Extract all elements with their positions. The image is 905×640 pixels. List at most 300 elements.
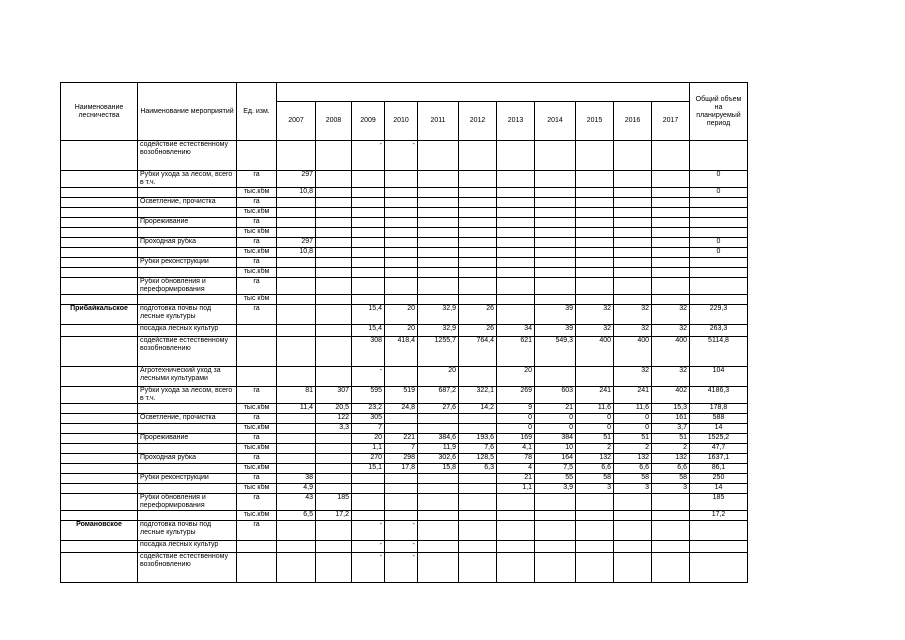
- forestry-cell: [61, 434, 138, 444]
- value-cell: [352, 258, 385, 268]
- year-cell: 2010: [385, 102, 418, 141]
- value-cell: [385, 218, 418, 228]
- forestry-cell: [61, 414, 138, 424]
- table-row: [61, 511, 748, 521]
- value-cell: 322,1: [459, 387, 497, 404]
- activity-cell: Проходная рубка: [138, 454, 237, 464]
- value-cell: [418, 171, 459, 188]
- value-cell: [576, 141, 614, 171]
- value-cell: [418, 553, 459, 583]
- value-cell: [459, 268, 497, 278]
- value-cell: -: [352, 521, 385, 541]
- value-cell: 169: [497, 434, 535, 444]
- value-cell: [385, 278, 418, 295]
- table-row: [61, 268, 748, 278]
- table-row: [61, 258, 748, 268]
- value-cell: -: [385, 141, 418, 171]
- value-cell: [277, 337, 316, 367]
- value-cell: [497, 258, 535, 268]
- total-cell: 17,2: [690, 511, 748, 521]
- value-cell: [277, 414, 316, 424]
- value-cell: 17,8: [385, 464, 418, 474]
- value-cell: [535, 258, 576, 268]
- value-cell: [652, 553, 690, 583]
- value-cell: [459, 494, 497, 511]
- value-cell: 14,2: [459, 404, 497, 414]
- value-cell: 132: [652, 454, 690, 464]
- unit-cell: тыс кбм: [237, 228, 277, 238]
- unit-cell: га: [237, 171, 277, 188]
- unit-cell: [237, 337, 277, 367]
- value-cell: [459, 238, 497, 248]
- value-cell: [316, 188, 352, 198]
- unit-cell: га: [237, 454, 277, 464]
- forestry-cell: [61, 188, 138, 198]
- header-years-span: [277, 83, 690, 102]
- value-cell: 764,4: [459, 337, 497, 367]
- value-cell: 32: [652, 305, 690, 325]
- value-cell: [316, 305, 352, 325]
- header-activity: Наименование мероприятий: [138, 83, 237, 141]
- value-cell: [277, 464, 316, 474]
- value-cell: 20: [352, 434, 385, 444]
- value-cell: 11,9: [418, 444, 459, 454]
- forestry-cell: [61, 474, 138, 484]
- table-row: [61, 171, 748, 188]
- value-cell: [652, 248, 690, 258]
- value-cell: 38: [277, 474, 316, 484]
- value-cell: [614, 208, 652, 218]
- activity-cell: [138, 268, 237, 278]
- table-row: [61, 325, 748, 337]
- value-cell: 32: [652, 367, 690, 387]
- value-cell: [459, 367, 497, 387]
- value-cell: [277, 521, 316, 541]
- value-cell: [576, 541, 614, 553]
- value-cell: [316, 228, 352, 238]
- value-cell: 3: [614, 484, 652, 494]
- header-row: [61, 83, 748, 102]
- table-row: [61, 484, 748, 494]
- value-cell: [497, 208, 535, 218]
- value-cell: [316, 258, 352, 268]
- header-forestry: Наименование лесничества: [61, 83, 138, 141]
- value-cell: 307: [316, 387, 352, 404]
- unit-cell: га: [237, 521, 277, 541]
- value-cell: [576, 258, 614, 268]
- value-cell: [385, 258, 418, 268]
- value-cell: 32: [614, 325, 652, 337]
- total-cell: [690, 541, 748, 553]
- total-cell: 1637,1: [690, 454, 748, 464]
- value-cell: 55: [535, 474, 576, 484]
- value-cell: [652, 278, 690, 295]
- value-cell: [652, 521, 690, 541]
- value-cell: [497, 248, 535, 258]
- value-cell: [535, 521, 576, 541]
- value-cell: [352, 494, 385, 511]
- value-cell: [316, 454, 352, 464]
- value-cell: -: [385, 553, 418, 583]
- table-row: [61, 208, 748, 218]
- table-row: [61, 404, 748, 414]
- value-cell: [459, 541, 497, 553]
- table-row: [61, 367, 748, 387]
- value-cell: [277, 141, 316, 171]
- value-cell: [316, 171, 352, 188]
- value-cell: 32,9: [418, 325, 459, 337]
- value-cell: [352, 295, 385, 305]
- forestry-cell: [61, 141, 138, 171]
- table-row: [61, 494, 748, 511]
- total-cell: 263,3: [690, 325, 748, 337]
- value-cell: [277, 268, 316, 278]
- value-cell: 221: [385, 434, 418, 444]
- value-cell: [652, 228, 690, 238]
- forestry-cell: [61, 295, 138, 305]
- total-cell: [690, 268, 748, 278]
- value-cell: 20: [497, 367, 535, 387]
- value-cell: 51: [614, 434, 652, 444]
- forestry-cell: [61, 454, 138, 464]
- value-cell: [385, 171, 418, 188]
- value-cell: [418, 188, 459, 198]
- total-cell: 185: [690, 494, 748, 511]
- activity-cell: [138, 188, 237, 198]
- value-cell: [352, 474, 385, 484]
- value-cell: 2: [614, 444, 652, 454]
- value-cell: 26: [459, 325, 497, 337]
- value-cell: 549,3: [535, 337, 576, 367]
- value-cell: [352, 218, 385, 228]
- value-cell: 400: [652, 337, 690, 367]
- value-cell: [614, 553, 652, 583]
- value-cell: 384: [535, 434, 576, 444]
- value-cell: [352, 268, 385, 278]
- total-cell: [690, 521, 748, 541]
- value-cell: [418, 521, 459, 541]
- activity-cell: Агротехнический уход за лесными культурами: [138, 367, 237, 387]
- value-cell: 603: [535, 387, 576, 404]
- activity-cell: [138, 295, 237, 305]
- value-cell: [652, 198, 690, 208]
- forestry-cell: [61, 248, 138, 258]
- value-cell: 51: [652, 434, 690, 444]
- value-cell: [418, 238, 459, 248]
- value-cell: [576, 494, 614, 511]
- value-cell: [576, 553, 614, 583]
- value-cell: 297: [277, 171, 316, 188]
- value-cell: [385, 424, 418, 434]
- total-cell: 47,7: [690, 444, 748, 454]
- forestry-cell: [61, 228, 138, 238]
- value-cell: 15,8: [418, 464, 459, 474]
- unit-cell: тыс.кбм: [237, 511, 277, 521]
- value-cell: 11,4: [277, 404, 316, 414]
- value-cell: 58: [576, 474, 614, 484]
- value-cell: 298: [385, 454, 418, 464]
- activity-cell: [138, 444, 237, 454]
- value-cell: [497, 541, 535, 553]
- unit-cell: тыс кбм: [237, 295, 277, 305]
- value-cell: [418, 141, 459, 171]
- value-cell: [277, 434, 316, 444]
- value-cell: [316, 337, 352, 367]
- value-cell: [576, 295, 614, 305]
- value-cell: [576, 278, 614, 295]
- activity-cell: посадка лесных культур: [138, 325, 237, 337]
- value-cell: [418, 484, 459, 494]
- total-cell: [690, 258, 748, 268]
- value-cell: [614, 218, 652, 228]
- activity-cell: Рубки обновления и переформирования: [138, 278, 237, 295]
- forestry-cell: [61, 444, 138, 454]
- activity-cell: [138, 464, 237, 474]
- value-cell: 400: [576, 337, 614, 367]
- forestry-cell: [61, 198, 138, 208]
- activity-cell: [138, 424, 237, 434]
- value-cell: [316, 198, 352, 208]
- value-cell: [652, 541, 690, 553]
- value-cell: 26: [459, 305, 497, 325]
- value-cell: [352, 278, 385, 295]
- total-cell: 104: [690, 367, 748, 387]
- value-cell: [418, 258, 459, 268]
- value-cell: [418, 198, 459, 208]
- value-cell: [614, 278, 652, 295]
- value-cell: 308: [352, 337, 385, 367]
- value-cell: -: [352, 553, 385, 583]
- value-cell: -: [352, 367, 385, 387]
- value-cell: 32: [614, 367, 652, 387]
- value-cell: 4,9: [277, 484, 316, 494]
- table-row: [61, 521, 748, 541]
- forestry-cell: [61, 218, 138, 228]
- value-cell: 34: [497, 325, 535, 337]
- value-cell: 418,4: [385, 337, 418, 367]
- activity-cell: [138, 511, 237, 521]
- value-cell: [385, 198, 418, 208]
- value-cell: 400: [614, 337, 652, 367]
- unit-cell: га: [237, 238, 277, 248]
- value-cell: 32: [576, 305, 614, 325]
- table-row: [61, 454, 748, 464]
- value-cell: [385, 474, 418, 484]
- value-cell: [352, 248, 385, 258]
- value-cell: [535, 367, 576, 387]
- value-cell: 78: [497, 454, 535, 464]
- activity-cell: Рубки реконструкции: [138, 258, 237, 268]
- value-cell: [614, 295, 652, 305]
- value-cell: [385, 414, 418, 424]
- unit-cell: га: [237, 218, 277, 228]
- unit-cell: га: [237, 434, 277, 444]
- value-cell: [614, 171, 652, 188]
- value-cell: 2: [652, 444, 690, 454]
- value-cell: 621: [497, 337, 535, 367]
- value-cell: [277, 305, 316, 325]
- value-cell: 193,6: [459, 434, 497, 444]
- value-cell: [316, 248, 352, 258]
- year-cell: 2007: [277, 102, 316, 141]
- header-unit: Ед. изм.: [237, 83, 277, 141]
- value-cell: 161: [652, 414, 690, 424]
- value-cell: [277, 295, 316, 305]
- value-cell: [277, 454, 316, 464]
- value-cell: [277, 218, 316, 228]
- value-cell: 15,3: [652, 404, 690, 414]
- value-cell: 21: [497, 474, 535, 484]
- activity-cell: [138, 248, 237, 258]
- value-cell: 3,7: [652, 424, 690, 434]
- value-cell: [614, 198, 652, 208]
- value-cell: [497, 278, 535, 295]
- unit-cell: [237, 325, 277, 337]
- forestry-cell: Прибайкальское: [61, 305, 138, 325]
- value-cell: [352, 484, 385, 494]
- total-cell: 0: [690, 171, 748, 188]
- value-cell: [459, 248, 497, 258]
- value-cell: [459, 553, 497, 583]
- value-cell: [535, 541, 576, 553]
- value-cell: 0: [497, 414, 535, 424]
- value-cell: 0: [535, 414, 576, 424]
- activity-cell: Рубки ухода за лесом, всего в т.ч.: [138, 171, 237, 188]
- value-cell: [385, 295, 418, 305]
- value-cell: 0: [614, 424, 652, 434]
- activity-cell: Рубки реконструкции: [138, 474, 237, 484]
- value-cell: [385, 367, 418, 387]
- unit-cell: га: [237, 305, 277, 325]
- activity-cell: содействие естественному возобновлению: [138, 553, 237, 583]
- value-cell: [385, 238, 418, 248]
- total-cell: [690, 295, 748, 305]
- value-cell: 402: [652, 387, 690, 404]
- value-cell: [459, 208, 497, 218]
- value-cell: 3: [652, 484, 690, 494]
- value-cell: [576, 511, 614, 521]
- value-cell: [614, 268, 652, 278]
- value-cell: 81: [277, 387, 316, 404]
- activity-cell: Прореживание: [138, 218, 237, 228]
- value-cell: [497, 494, 535, 511]
- value-cell: [576, 268, 614, 278]
- value-cell: 24,8: [385, 404, 418, 414]
- value-cell: 20: [418, 367, 459, 387]
- value-cell: -: [352, 541, 385, 553]
- forestry-cell: [61, 424, 138, 434]
- value-cell: [418, 511, 459, 521]
- value-cell: [316, 295, 352, 305]
- table-row: [61, 188, 748, 198]
- value-cell: [418, 295, 459, 305]
- unit-cell: га: [237, 474, 277, 484]
- value-cell: [497, 188, 535, 198]
- value-cell: 0: [614, 414, 652, 424]
- total-cell: [690, 228, 748, 238]
- value-cell: [497, 198, 535, 208]
- value-cell: [652, 258, 690, 268]
- activity-cell: [138, 228, 237, 238]
- value-cell: 687,2: [418, 387, 459, 404]
- value-cell: [576, 218, 614, 228]
- value-cell: [652, 238, 690, 248]
- table-row: [61, 474, 748, 484]
- value-cell: 0: [497, 424, 535, 434]
- total-cell: 14: [690, 484, 748, 494]
- value-cell: [535, 208, 576, 218]
- value-cell: 269: [497, 387, 535, 404]
- total-cell: [690, 553, 748, 583]
- unit-cell: тыс.кбм: [237, 248, 277, 258]
- value-cell: 58: [614, 474, 652, 484]
- value-cell: [614, 511, 652, 521]
- value-cell: [316, 521, 352, 541]
- value-cell: 10,8: [277, 188, 316, 198]
- value-cell: 519: [385, 387, 418, 404]
- activity-cell: подготовка почвы под лесные культуры: [138, 521, 237, 541]
- table-row: [61, 305, 748, 325]
- table-row: [61, 541, 748, 553]
- value-cell: [418, 228, 459, 238]
- value-cell: [614, 238, 652, 248]
- forestry-cell: [61, 484, 138, 494]
- value-cell: 4: [497, 464, 535, 474]
- value-cell: [459, 295, 497, 305]
- activity-cell: Осветление, прочистка: [138, 414, 237, 424]
- value-cell: [459, 171, 497, 188]
- value-cell: [277, 424, 316, 434]
- value-cell: [535, 248, 576, 258]
- forestry-cell: [61, 494, 138, 511]
- value-cell: [652, 141, 690, 171]
- value-cell: 23,2: [352, 404, 385, 414]
- value-cell: [652, 511, 690, 521]
- year-cell: 2009: [352, 102, 385, 141]
- table-row: [61, 278, 748, 295]
- value-cell: 241: [576, 387, 614, 404]
- total-cell: 0: [690, 238, 748, 248]
- value-cell: [277, 367, 316, 387]
- value-cell: -: [352, 141, 385, 171]
- unit-cell: га: [237, 258, 277, 268]
- value-cell: [614, 141, 652, 171]
- forestry-cell: [61, 553, 138, 583]
- value-cell: [459, 474, 497, 484]
- forestry-cell: [61, 464, 138, 474]
- forestry-cell: Романовское: [61, 521, 138, 541]
- activity-cell: Осветление, прочистка: [138, 198, 237, 208]
- value-cell: [277, 198, 316, 208]
- value-cell: 3,3: [316, 424, 352, 434]
- value-cell: [497, 521, 535, 541]
- value-cell: [277, 208, 316, 218]
- value-cell: 4,1: [497, 444, 535, 454]
- value-cell: 0: [576, 414, 614, 424]
- value-cell: 1,1: [352, 444, 385, 454]
- value-cell: [418, 541, 459, 553]
- value-cell: [385, 484, 418, 494]
- total-cell: [690, 208, 748, 218]
- value-cell: [352, 208, 385, 218]
- value-cell: [497, 171, 535, 188]
- total-cell: [690, 218, 748, 228]
- value-cell: [497, 268, 535, 278]
- table-row: [61, 444, 748, 454]
- year-cell: 2012: [459, 102, 497, 141]
- activity-cell: [138, 484, 237, 494]
- value-cell: [535, 553, 576, 583]
